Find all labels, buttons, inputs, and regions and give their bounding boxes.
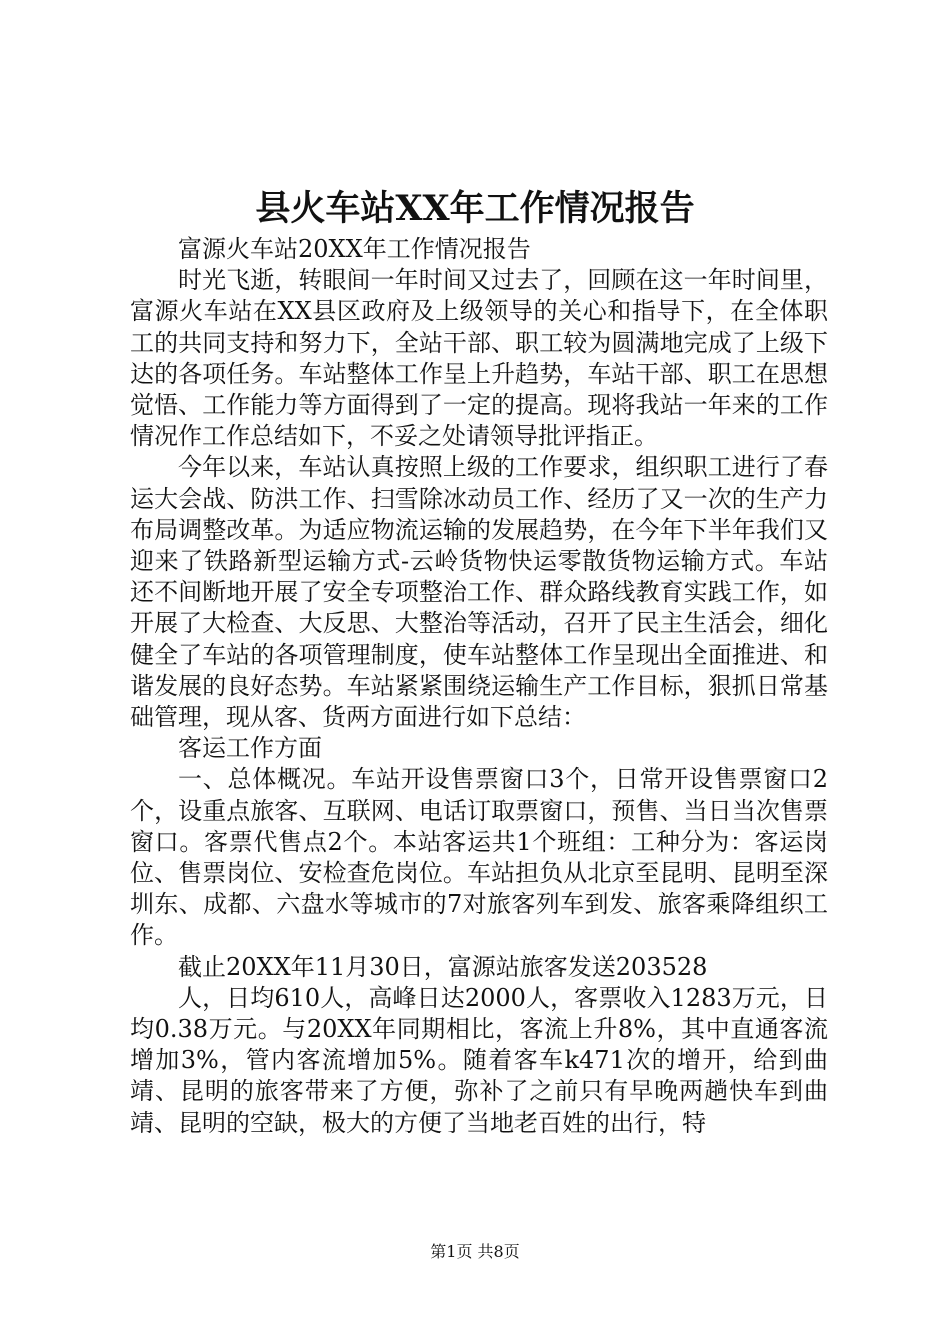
body-paragraph: 时光飞逝，转眼间一年时间又过去了，回顾在这一年时间里，富源火车站在XX县区政府及上级领导的关心和指导下，在全体职工的共同支持和努力下，全站干部、职工较为圆满地完成了上级下达的各项任务。车站整体工作呈上升趋势，车站干部、职工在思想觉悟、工作能力等方面得到了一定的提高。现将我站一年来的工作情况作工作总结如下，不妥之处请领导批评指正。: [130, 266, 828, 451]
body-paragraph: 今年以来，车站认真按照上级的工作要求，组织职工进行了春运大会战、防洪工作、扫雪除冰动员工作、经历了又一次的生产力布局调整改革。为适应物流运输的发展趋势，在今年下半年我们又迎来了铁路新型运输方式-云岭货物快运零散货物运输方式。车站还不间断地开展了安全专项整治工作、群众路线教育实践工作，如开展了大检查、大反思、大整治等活动，召开了民主生活会，细化健全了车站的各项管理制度，使车站整体工作呈现出全面推进、和谐发展的良好态势。车站紧紧围绕运输生产工作目标，狠抓日常基础管理，现从客、货两方面进行如下总结：: [130, 453, 828, 732]
document-title: 县火车站XX年工作情况报告: [255, 188, 695, 229]
body-paragraph: 一、总体概况。车站开设售票窗口3个，日常开设售票窗口2个，设重点旅客、互联网、电话订取票窗口，预售、当日当次售票窗口。客票代售点2个。本站客运共1个班组：工种分为：客运岗位、售票岗位、安检查危岗位。车站担负从北京至昆明、昆明至深圳东、成都、六盘水等城市的7对旅客列车到发、旅客乘降组织工作。: [130, 765, 828, 950]
section-heading: 客运工作方面: [178, 734, 322, 763]
body-paragraph: 截止20XX年11月30日，富源站旅客发送203528: [178, 952, 708, 981]
document-body: [130, 234, 828, 1139]
body-paragraph: 人，日均610人，高峰日达2000人，客票收入1283万元，日均0.38万元。与20XX年同期相比，客流上升8%，其中直通客流增加3%，管内客流增加5%。随着客车k471次的增开，给到曲靖、昆明的旅客带来了方便，弥补了之前只有早晚两趟快车到曲靖、昆明的空缺，极大的方便了当地老百姓的出行，特: [130, 983, 828, 1137]
subtitle-paragraph: 富源火车站20XX年工作情况报告: [178, 235, 531, 263]
page-footer: 第1页 共8页: [430, 1242, 520, 1261]
